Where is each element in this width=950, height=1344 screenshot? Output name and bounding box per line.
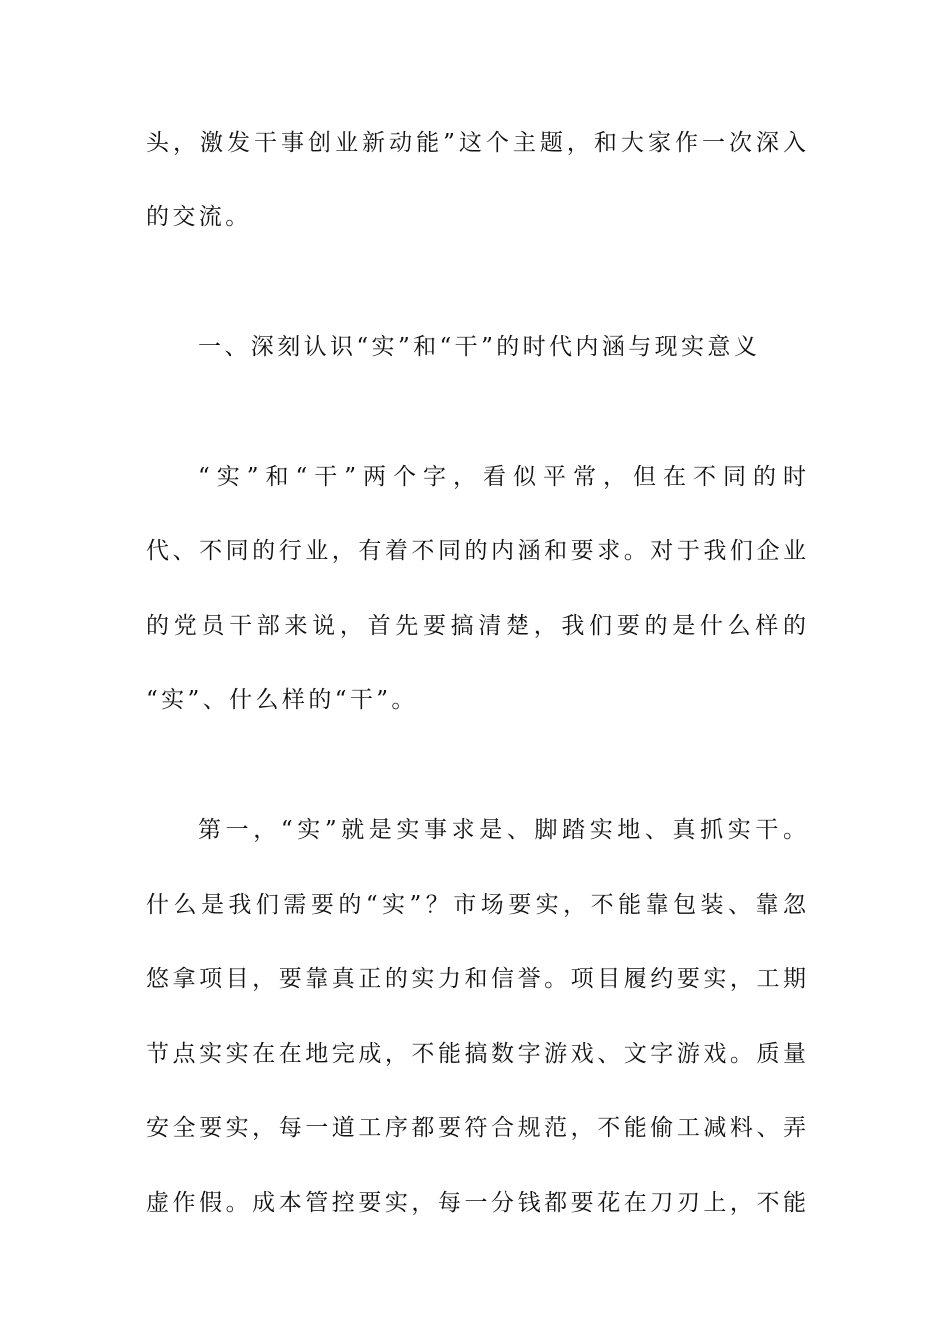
text-line: “实”、什么样的“干”。 — [146, 687, 418, 713]
text-line: 头，激发干事创业新动能”这个主题，和大家作一次深入 — [146, 130, 806, 156]
text-line: “实”和“干”两个字，看似平常，但在不同的时 — [198, 464, 806, 490]
text-line: 悠拿项目，要靠真正的实力和信誉。项目履约要实，工期 — [146, 966, 806, 992]
section-heading: 一、深刻认识“实”和“干”的时代内涵与现实意义 — [198, 334, 761, 360]
text-line: 安全要实，每一道工序都要符合规范，不能偷工减料、弄 — [146, 1115, 806, 1141]
text-line: 虚作假。成本管控要实，每一分钱都要花在刀刃上，不能 — [146, 1190, 806, 1216]
text-line: 第一，“实”就是实事求是、脚踏实地、真抓实干。 — [198, 817, 806, 843]
text-line: 什么是我们需要的“实”？市场要实，不能靠包装、靠忽 — [146, 892, 806, 918]
text-line: 的党员干部来说，首先要搞清楚，我们要的是什么样的 — [146, 613, 806, 639]
text-line: 节点实实在在地完成，不能搞数字游戏、文字游戏。质量 — [146, 1041, 806, 1067]
text-line: 的交流。 — [146, 204, 252, 230]
text-line: 代、不同的行业，有着不同的内涵和要求。对于我们企业 — [146, 538, 806, 564]
